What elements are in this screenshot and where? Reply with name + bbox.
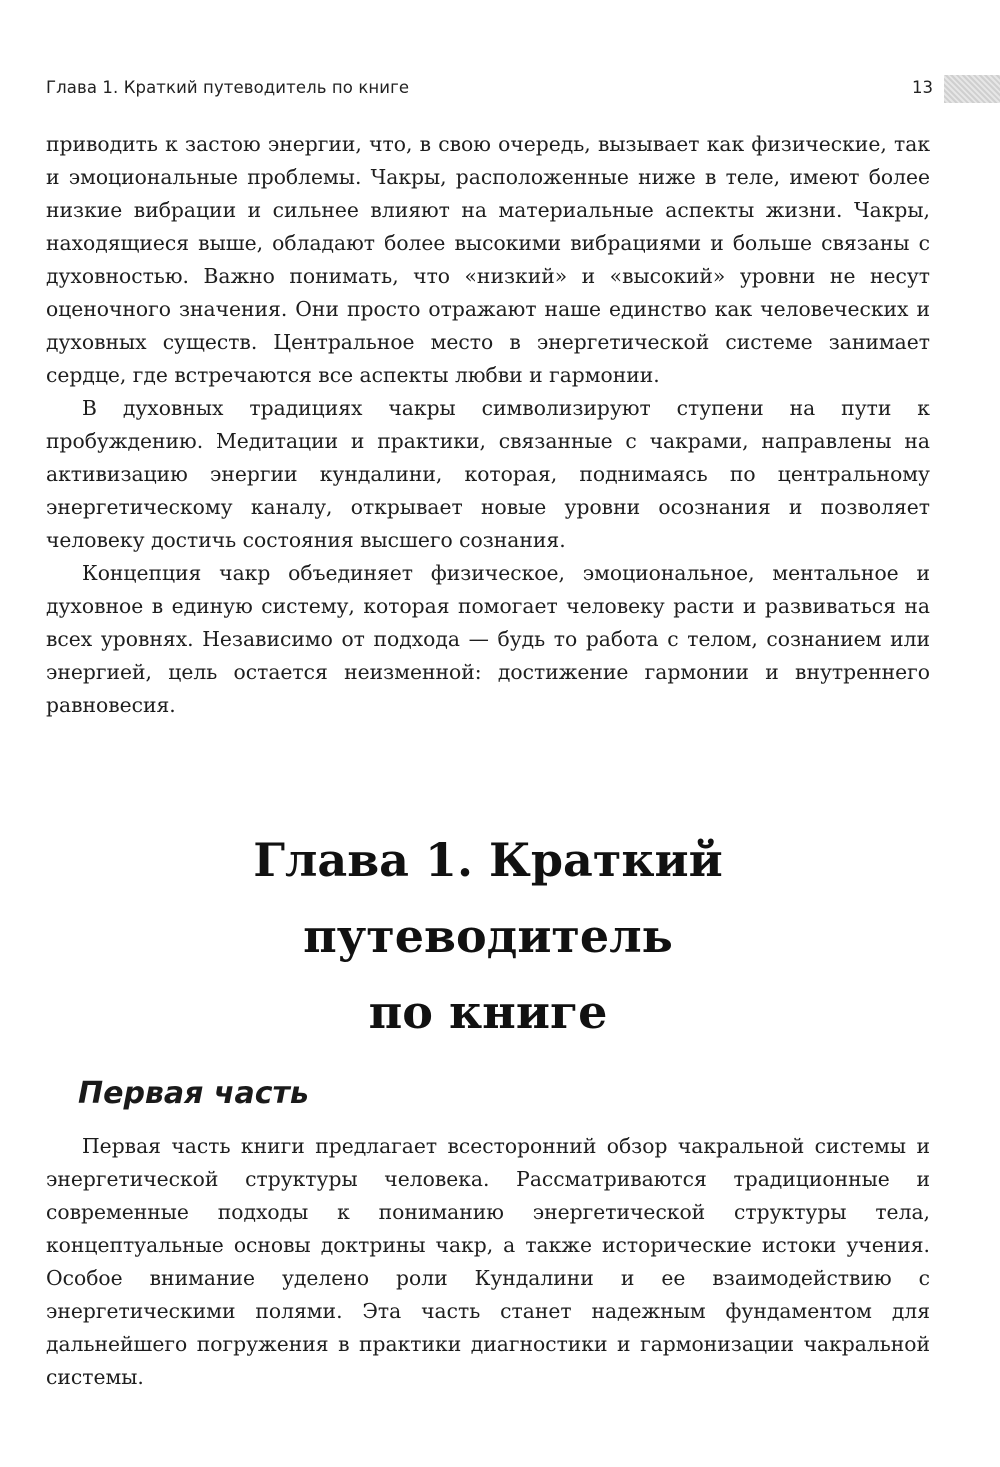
chapter-title bbox=[46, 822, 930, 1050]
page-number: 13 bbox=[912, 78, 933, 97]
running-head-title: Глава 1. Краткий путеводитель по книге bbox=[46, 78, 410, 97]
chapter-title-line: путеводитель bbox=[303, 909, 673, 963]
section-text-block bbox=[46, 1130, 930, 1394]
chapter-title-line: по книге bbox=[368, 985, 608, 1039]
paragraph: приводить к застою энергии, что, в свою очередь, вызывает как физические, так и эмоциональные проблемы. Чакры, расположенные ниже в теле, имеют более низкие вибрации и сильнее влияют на материальные аспекты жизни. Чакры, находящиеся выше, обладают более высокими вибрациями и больше связаны с духовностью. Важно понимать, что «низкий» и «высокий» уровни не несут оценочного значения. Они просто отражают наше единство как человеческих и духовных существ. Центральное место в энергетической системе занимает сердце, где встречаются все аспекты любви и гармонии. bbox=[46, 132, 930, 387]
page-edge-thumb-tab bbox=[944, 75, 1000, 103]
paragraph: В духовных традициях чакры символизируют ступени на пути к пробуждению. Медитации и практики, связанные с чакрами, направлены на активизацию энергии кундалини, которая, поднимаясь по центральному энергетическому каналу, открывает новые уровни осознания и позволяет человеку достичь состояния высшего сознания. bbox=[46, 396, 930, 552]
paragraph: Концепция чакр объединяет физическое, эмоциональное, ментальное и духовное в единую систему, которая помогает человеку расти и развиваться на всех уровнях. Независимо от подхода — будь то работа с телом, сознанием или энергией, цель остается неизменной: достижение гармонии и внутреннего равновесия. bbox=[46, 561, 930, 717]
paragraph: Первая часть книги предлагает всесторонний обзор чакральной системы и энергетической структуры человека. Рассматриваются традиционные и современные подходы к пониманию энергетической структуры тела, концептуальные основы доктрины чакр, а также исторические истоки учения. Особое внимание уделено роли Кундалини и ее взаимодействию с энергетическими полями. Эта часть станет надежным фундаментом для дальнейшего погружения в практики диагностики и гармонизации чакральной системы. bbox=[46, 1134, 930, 1389]
chapter-title-line: Глава 1. Краткий bbox=[253, 833, 723, 887]
intro-text-block bbox=[46, 128, 930, 722]
section-heading: Первая часть bbox=[78, 1076, 309, 1111]
